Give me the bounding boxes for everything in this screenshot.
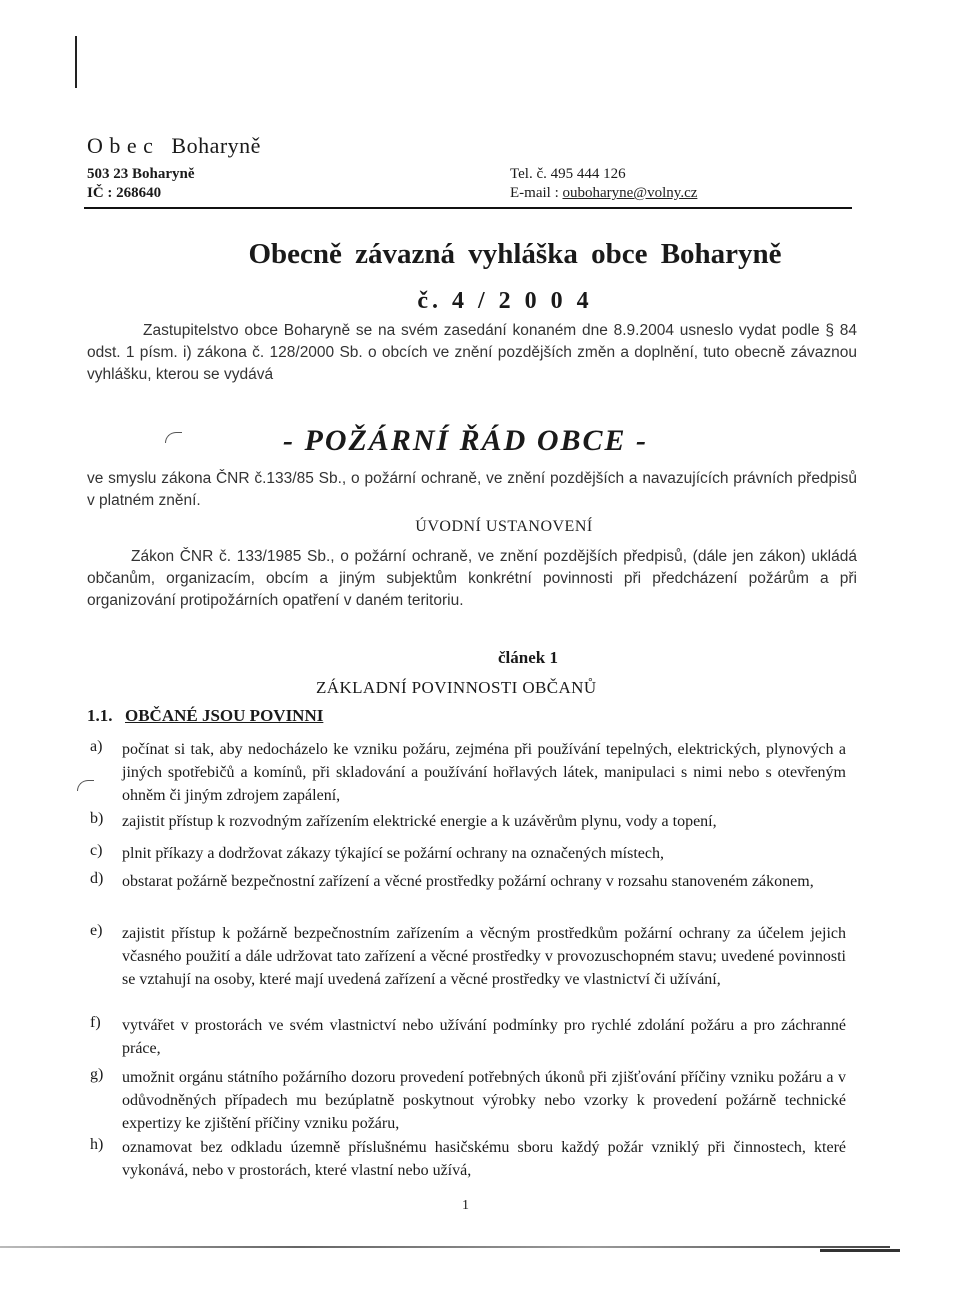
email-label: E-mail : — [510, 185, 563, 201]
list-item-label: a) — [90, 738, 103, 755]
page-number: 1 — [462, 1198, 469, 1213]
intro-section-heading: ÚVODNÍ USTANOVENÍ — [415, 518, 593, 535]
section-number: 1.1. — [87, 706, 113, 725]
list-item-text: plnit příkazy a dodržovat zákazy týkající se požární ochrany na označených místech, — [122, 845, 664, 862]
list-item-text: oznamovat bez odkladu územně příslušnému hasičskému sboru každý požár vzniklý při činnostech, které vykonává, nebo v prostorách, které vlastní nebo užívá, — [122, 1139, 846, 1179]
law-paragraph: Zákon ČNR č. 133/1985 Sb., o požární ochraně, ve znění pozdějších předpisů, (dále jen zákon) ukládá občanům, organizacím, obcím a jiným subjektům konkrétní povinnosti při předcházení požárům a při organizování protipožárních opatření v daném teritoriu. — [87, 548, 857, 609]
list-item-text: vytvářet v prostorách ve svém vlastnictví nebo užívání podmínky pro rychlé zdolání požáru a pro záchranné práce, — [122, 1017, 846, 1057]
header-left — [87, 165, 195, 203]
list-item-label: c) — [90, 842, 103, 859]
telephone: Tel. č. 495 444 126 — [510, 166, 626, 182]
fire-order-heading: - POŽÁRNÍ ŘÁD OBCE - — [283, 424, 649, 457]
intro-paragraph: Zastupitelstvo obce Boharyně se na svém zasedání konaném dne 8.9.2004 usneslo vydat podle § 84 odst. 1 písm. i) zákona č. 128/2000 Sb. o obcích ve znění pozdějších změn a doplnění, tuto obecně závaznou vyhlášku, kterou se vydává — [87, 322, 857, 383]
header-right — [510, 165, 697, 203]
decree-number: č. 4 / 2 0 0 4 — [417, 288, 593, 314]
article-heading: ZÁKLADNÍ POVINNOSTI OBČANŮ — [316, 678, 597, 697]
list-item-text: zajistit přístup k rozvodným zařízením elektrické energie a k uzávěrům plynu, vody a topení, — [122, 813, 717, 830]
scan-edge — [820, 1249, 900, 1252]
list-item-text: obstarat požárně bezpečnostní zařízení a věcné prostředky požární ochrany v rozsahu stanoveném zákonem, — [122, 873, 814, 890]
list-item-label: d) — [90, 870, 104, 887]
legal-basis-paragraph: ve smyslu zákona ČNR č.133/85 Sb., o požární ochraně, ve znění pozdějších a navazujících právních předpisů v platném znění. — [87, 470, 857, 509]
list-item-label: e) — [90, 922, 103, 939]
scan-artifact — [77, 780, 94, 791]
scan-artifact — [165, 432, 182, 443]
ic-number: IČ : 268640 — [87, 185, 162, 201]
municipality-name: O b e c Boharyně — [87, 133, 261, 158]
email-link[interactable]: ouboharyne@volny.cz — [562, 185, 698, 201]
list-item-text: počínat si tak, aby nedocházelo ke vzniku požáru, zejména při používání tepelných, elektrických, plynových a jiných spotřebičů a komínů, při skladování a používání hořlavých látek, manipulaci s nimi nebo s otevřeným ohněm či jiným zdrojem zapálení, — [122, 741, 846, 804]
address: 503 23 Boharyně — [87, 166, 195, 182]
list-item-label: h) — [90, 1136, 104, 1153]
list-item-label: f) — [90, 1014, 101, 1031]
document-title: Obecně závazná vyhláška obce Boharyně — [248, 238, 782, 270]
list-item-text: umožnit orgánu státního požárního dozoru provedení potřebných úkonů při zjišťování příčiny vzniku požáru a v odůvodněných případech mu bezúplatně poskytnout výrobky nebo vzorky k provedení požárně technické expertizy ke zjištění příčiny vzniku požáru, — [122, 1069, 846, 1132]
list-item-label: g) — [90, 1066, 104, 1083]
scan-edge — [0, 1246, 890, 1248]
header-divider — [84, 207, 852, 209]
article-label: článek 1 — [498, 648, 558, 667]
email-line — [510, 184, 697, 203]
list-item-text: zajistit přístup k požárně bezpečnostním zařízením a věcným prostředkům požární ochrany za účelem jejich včasného použití a dále udržovat tato zařízení a věcné prostředky v provozuschopném stavu; uvedené povinnosti se vztahují na osoby, které mají uvedená zařízení a věcné prostředky ve vlastnictví či užívání, — [122, 925, 846, 988]
list-item-label: b) — [90, 810, 104, 827]
section-title: OBČANÉ JSOU POVINNI — [125, 706, 324, 725]
scan-mark — [75, 36, 77, 88]
